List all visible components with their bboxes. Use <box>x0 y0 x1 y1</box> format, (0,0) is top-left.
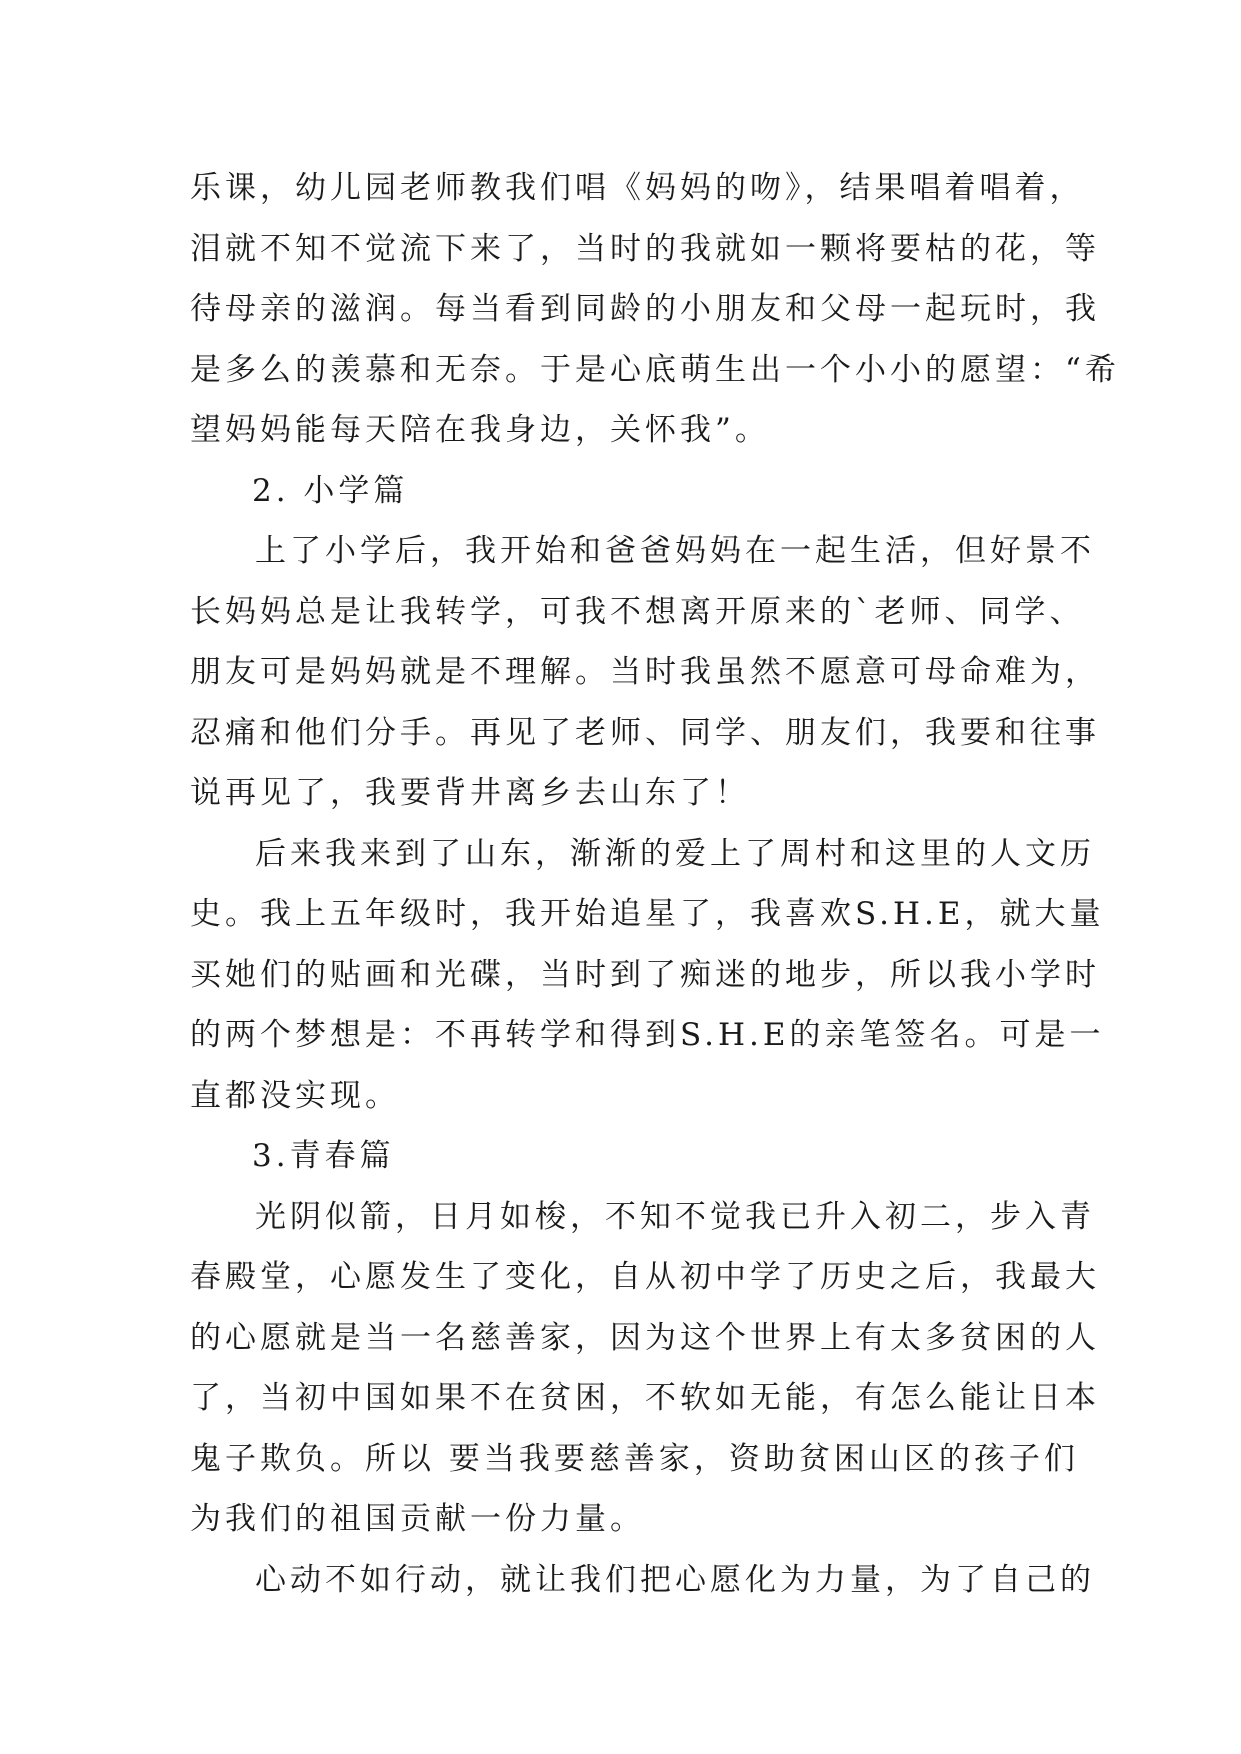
text-line: 买她们的贴画和光碟，当时到了痴迷的地步，所以我小学时 <box>190 956 1100 993</box>
text-line: 的心愿就是当一名慈善家，因为这个世界上有太多贫困的人 <box>190 1319 1100 1356</box>
text-line: 为我们的祖国贡献一份力量。 <box>190 1501 645 1537</box>
text-line: 乐课，幼儿园老师教我们唱《妈妈的吻》，结果唱着唱着， <box>190 170 1085 206</box>
text-line: 忍痛和他们分手。再见了老师、同学、朋友们，我要和往事 <box>190 714 1100 751</box>
text-line: 直都没实现。 <box>190 1077 400 1114</box>
text-line: 朋友可是妈妈就是不理解。当时我虽然不愿意可母命难为， <box>190 654 1100 690</box>
paragraph-start-line: 心动不如行动，就让我们把心愿化为力量，为了自己的 <box>255 1561 1095 1598</box>
paragraph-start-line: 后来我来到了山东，渐渐的爱上了周村和这里的人文历 <box>255 835 1095 872</box>
paragraph-start-line: 上了小学后，我开始和爸爸妈妈在一起生活，但好景不 <box>255 533 1095 569</box>
text-line: 的两个梦想是：不再转学和得到S.H.E的亲笔签名。可是一 <box>190 1017 1105 1053</box>
text-line: 是多么的羡慕和无奈。于是心底萌生出一个小小的愿望：“希 <box>190 351 1120 388</box>
section-heading-youth: 3.青春篇 <box>252 1138 395 1174</box>
section-heading-primary-school: 2. 小学篇 <box>252 472 409 509</box>
paragraph-start-line: 光阴似箭，日月如梭，不知不觉我已升入初二，步入青 <box>255 1198 1095 1235</box>
text-line: 了，当初中国如果不在贫困，不软如无能，有怎么能让日本 <box>190 1380 1100 1416</box>
text-line: 说再见了，我要背井离乡去山东了！ <box>190 775 750 811</box>
text-line: 待母亲的滋润。每当看到同龄的小朋友和父母一起玩时，我 <box>190 291 1100 327</box>
text-line: 史。我上五年级时，我开始追星了，我喜欢S.H.E，就大量 <box>190 896 1105 932</box>
text-line: 长妈妈总是让我转学，可我不想离开原来的`老师、同学、 <box>190 593 1085 630</box>
text-line: 泪就不知不觉流下来了，当时的我就如一颗将要枯的花，等 <box>190 230 1100 267</box>
text-line: 春殿堂，心愿发生了变化，自从初中学了历史之后，我最大 <box>190 1259 1100 1295</box>
text-line: 望妈妈能每天陪在我身边，关怀我”。 <box>190 412 770 448</box>
text-line: 鬼子欺负。所以 要当我要慈善家，资助贫困山区的孩子们 <box>190 1440 1079 1477</box>
document-body <box>190 158 1120 1610</box>
